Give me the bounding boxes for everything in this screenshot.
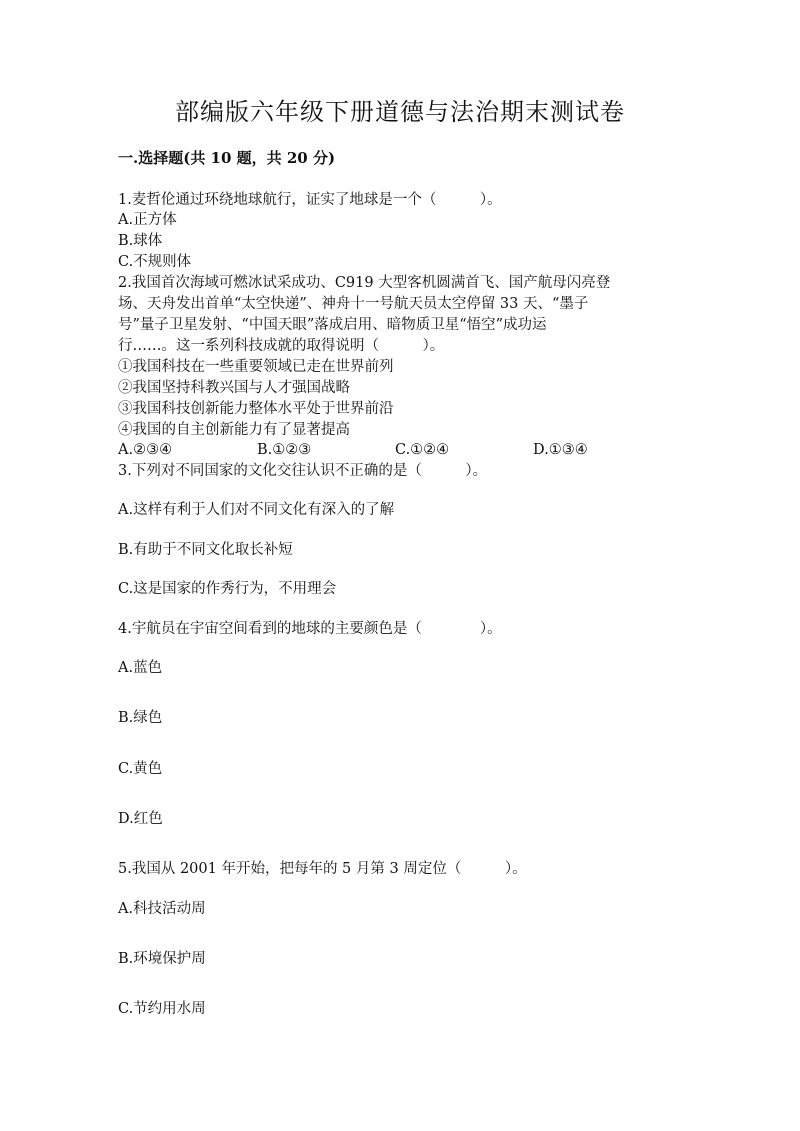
question-1-option-b: B.球体 (118, 233, 163, 249)
question-5-option-a: A.科技活动周 (118, 901, 206, 917)
question-5-option-c: C.节约用水周 (118, 1001, 206, 1017)
question-2-option-d: D.①③④ (533, 442, 588, 458)
question-4-option-d: D.红色 (118, 811, 163, 827)
question-4-option-a: A.蓝色 (118, 660, 163, 676)
question-2-statement: ②我国坚持科教兴国与人才强国战略 (118, 380, 350, 396)
question-3-option-b: B.有助于不同文化取长补短 (118, 542, 293, 558)
question-4-stem: 4.宇航员在宇宙空间看到的地球的主要颜色是（ ）。 (118, 621, 502, 637)
question-3-stem: 3.下列对不同国家的文化交往认识不正确的是（ ）。 (118, 463, 488, 479)
question-5-stem: 5.我国从 2001 年开始，把每年的 5 月第 3 周定位（ ）。 (118, 861, 527, 877)
question-3-option-c: C.这是国家的作秀行为，不用理会 (118, 581, 337, 597)
question-2-statement: ①我国科技在一些重要领域已走在世界前列 (118, 359, 394, 375)
question-1-option-c: C.不规则体 (118, 254, 192, 270)
section-heading: 一.选择题(共 10 题，共 20 分) (118, 149, 336, 167)
question-4-option-b: B.绿色 (118, 710, 163, 726)
question-2-statement: ③我国科技创新能力整体水平处于世界前沿 (118, 401, 394, 417)
question-2-option-b: B.①②③ (257, 442, 312, 458)
question-2-option-c: C.①②④ (395, 442, 450, 458)
question-2-option-a: A.②③④ (118, 442, 173, 458)
question-2-stem-line: 2.我国首次海域可燃冰试采成功、C919 大型客机圆满首飞、国产航母闪亮登 (118, 275, 611, 291)
question-4-option-c: C.黄色 (118, 761, 163, 777)
question-2-statement: ④我国的自主创新能力有了显著提高 (118, 422, 350, 438)
question-2-stem-line: 号”量子卫星发射、“中国天眼”落成启用、暗物质卫星“悟空”成功运 (118, 317, 547, 333)
page-title: 部编版六年级下册道德与法治期末测试卷 (175, 98, 625, 126)
question-1-stem: 1.麦哲伦通过环绕地球航行，证实了地球是一个（ ）。 (118, 192, 502, 208)
question-2-stem-line: 行……。这一系列科技成就的取得说明（ ）。 (118, 338, 445, 354)
question-2-stem-line: 场、天舟发出首单“太空快递”、神舟十一号航天员太空停留 33 天、“墨子 (118, 296, 589, 312)
question-3-option-a: A.这样有利于人们对不同文化有深入的了解 (118, 502, 395, 518)
question-1-option-a: A.正方体 (118, 212, 177, 228)
question-5-option-b: B.环境保护周 (118, 951, 206, 967)
